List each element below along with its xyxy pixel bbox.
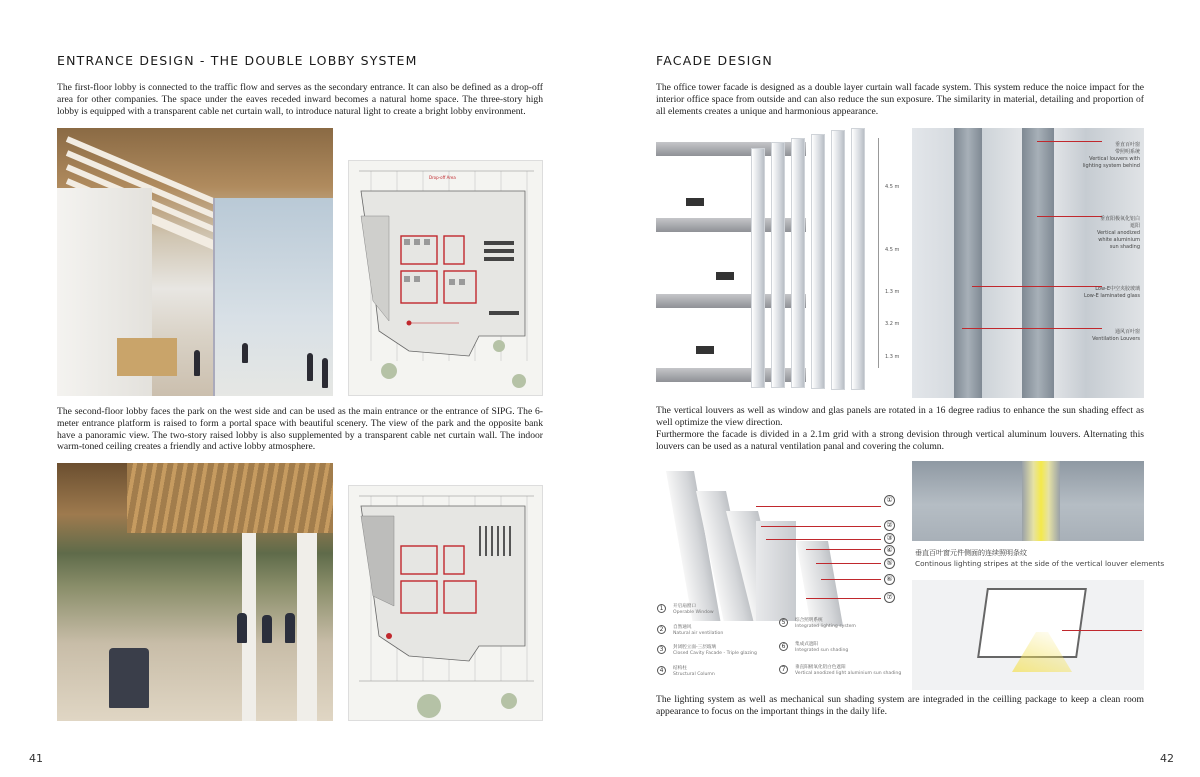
- detail-marker-6: ⑥: [884, 574, 895, 585]
- facade-axonometric-render: [656, 128, 906, 398]
- right-paragraph-1: The office tower facade is designed as a double layer curtain wall facade system. This system reduce the noice impact for the interior office space from outside and can also reduce the sun exposure. The similarity in material, detailing and proportion of all elements creates a unique and harmonious appearance.: [656, 82, 1144, 117]
- facade-label-4: 通风百叶窗 Ventilation Louvers: [1092, 329, 1140, 342]
- left-page-heading: ENTRANCE DESIGN - THE DOUBLE LOBBY SYSTEM: [57, 53, 418, 68]
- facade-measure-1: 4.5 m: [885, 184, 900, 190]
- lighting-section-detail: [912, 580, 1144, 690]
- first-floor-plan: [348, 160, 543, 396]
- facade-label-1: 垂直百叶窗 带照明系统 Vertical louvers with lighting system behind: [1082, 142, 1140, 169]
- facade-measure-3: 1.3 m: [885, 289, 900, 295]
- second-floor-plan: [348, 485, 543, 721]
- lighting-stripe-render: [912, 461, 1144, 541]
- facade-measure-4: 3.2 m: [885, 321, 900, 327]
- lighting-caption-cn: 垂直百叶窗元件侧面的连续照明条纹: [915, 549, 1027, 557]
- facade-measure-2: 4.5 m: [885, 247, 900, 253]
- right-paragraph-3: Furthermore the facade is divided in a 2.1m grid with a strong devision through vertical aluminum louvers. Alternating this louvers can be used as a natural ventilation panal and covering the column.: [656, 429, 1144, 452]
- page-number-right: 42: [1160, 752, 1174, 765]
- detail-marker-1: ①: [884, 495, 895, 506]
- detail-marker-2: ②: [884, 520, 895, 531]
- right-paragraph-4: The lighting system as well as mechanical sun shading system are integraded in the ceilling package to keep a clean room appearance to focus on the important things in the daily life.: [656, 694, 1144, 717]
- detail-marker-5: ⑤: [884, 558, 895, 569]
- first-floor-lobby-render: [57, 128, 333, 396]
- facade-label-2: 垂直阳极氧化铝白 遮阳 Vertical anodized white aluminium sun shading: [1096, 216, 1140, 250]
- right-paragraph-2: The vertical louvers as well as window and glas panels are rotated in a 16 degree radius to enhance the sun shading effect as well optimize the view direction.: [656, 405, 1144, 428]
- detail-marker-4: ④: [884, 545, 895, 556]
- right-page-heading: FACADE DESIGN: [656, 53, 773, 68]
- detail-marker-3: ③: [884, 533, 895, 544]
- left-paragraph-1: The first-floor lobby is connected to the traffic flow and serves as the secondary entrance. It can also be defined as a drop-off area for other companies. The space under the eaves receded inward becomes a natural home space. The three-story high lobby is equipped with a transparent cable net curtain wall, to introduce natural light to create a bright lobby environment.: [57, 82, 543, 117]
- facade-measure-5: 1.3 m: [885, 354, 900, 360]
- page-number-left: 41: [29, 752, 43, 765]
- facade-elevation-detail: [912, 128, 1144, 398]
- detail-marker-7: ⑦: [884, 592, 895, 603]
- facade-label-3: Low-E中空夹胶玻璃 Low-E laminated glass: [1084, 286, 1140, 299]
- second-floor-plan-drawing: [349, 486, 543, 721]
- drop-off-note: Drop-off Area: [429, 175, 456, 180]
- lighting-caption-en: Continous lighting stripes at the side of the vertical louver elements: [915, 559, 1165, 568]
- left-paragraph-2: The second-floor lobby faces the park on the west side and can be used as the main entrance or the entrance of SIPG. The 6-meter entrance platform is raised to form a portal space with beautiful scenery. The view of the park and the opposite bank have a panoramic view. The two-story raised lobby is also supplemented by a transparent cable net curtain wall. The indoor warm-toned ceiling creates a friendly and active lobby atmosphere.: [57, 406, 543, 453]
- second-floor-lobby-render: [57, 463, 333, 721]
- facade-detail-legend: 1 开启扇窗口 Operable Window 2 自然通风 Natural air ventilation 3 封闭腔立面-三层玻璃 Closed Cavity Facade - Triple glazing 4 结构柱 Structural Column 5 综合照明系统 Integrated lighting system 6 集成式遮阳 Integrated sun shading 7 垂直阳极氧化铝白色遮阳 Vertical anodized light aluminium sun shading: [657, 604, 907, 684]
- first-floor-plan-drawing: [349, 161, 543, 396]
